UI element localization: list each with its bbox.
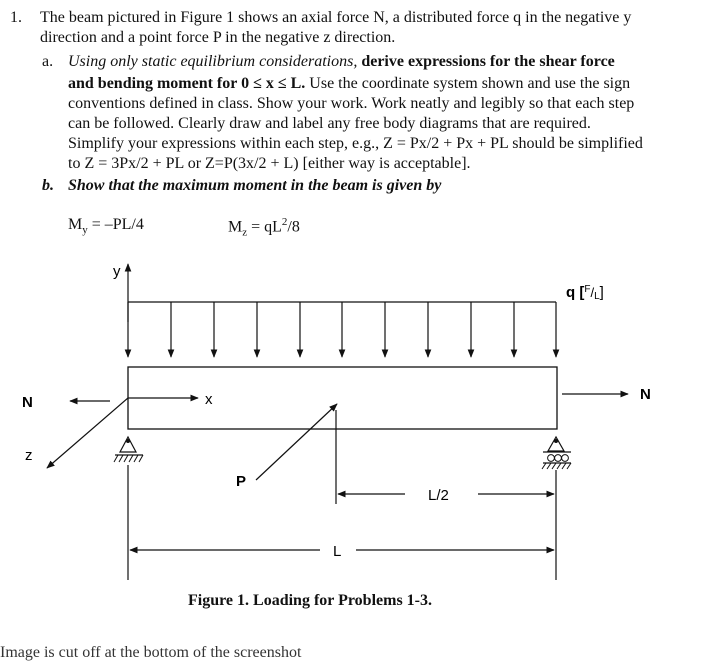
axial-force-left-label: N <box>22 394 33 411</box>
roller-support-right <box>542 437 571 469</box>
part-a-intro-bold: derive expressions for the shear force <box>357 53 615 70</box>
cutoff-text-line <box>0 636 719 661</box>
part-a-line-3: conventions defined in class. Show your work. Work neatly and legibly so that each step <box>68 95 635 112</box>
x-axis-label: x <box>205 391 213 408</box>
moment-mz-value: = qL <box>247 218 282 236</box>
cutoff-text: Image is cut off at the bottom of the screenshot <box>0 644 302 661</box>
moment-mz-sub: z <box>242 226 248 239</box>
problem-number: 1. <box>10 9 22 26</box>
dimension-full-label: L <box>333 543 342 560</box>
figure-caption: Figure 1. Loading for Problems 1-3. <box>188 592 432 609</box>
z-axis-arrow <box>47 398 128 468</box>
part-a-line-4: can be followed. Clearly draw and label any free body diagrams that are required. <box>68 115 591 132</box>
z-axis-label: z <box>25 447 33 464</box>
y-axis-label: y <box>113 263 121 280</box>
load-q-label: q [$^F$/L] <box>566 284 604 302</box>
problem-line-1: The beam pictured in Figure 1 shows an axial force N, a distributed force q in the negative y <box>40 9 632 26</box>
moment-mz-sup: 2 <box>281 216 288 228</box>
distributed-load-arrows <box>128 302 556 357</box>
dimension-half-label: L/2 <box>428 487 449 504</box>
part-a-intro-italic: Using only static equilibrium considerations, <box>68 53 358 70</box>
moment-my-label: M <box>68 216 83 233</box>
part-b-text: Show that the maximum moment in the beam is given by <box>68 177 442 194</box>
moment-mz-value-post: /8 <box>287 218 300 236</box>
problem-line-2: direction and a point force P in the negative z direction. <box>40 29 396 46</box>
axial-force-right-label: N <box>640 386 651 403</box>
part-a-line-6: to Z = 3Px/2 + PL or Z=P(3x/2 + L) [either way is acceptable]. <box>68 155 471 172</box>
part-a-range: and bending moment for 0 ≤ x ≤ L. <box>68 75 306 92</box>
part-a-marker: a. <box>42 53 54 70</box>
moment-mz-label: M <box>228 218 243 236</box>
part-a-line-2-rest: Use the coordinate system shown and use the sign <box>305 75 631 92</box>
point-force-p-label: P <box>236 473 247 490</box>
moment-my-sub: y <box>82 224 88 237</box>
part-a-line-5: Simplify your expressions within each step, e.g., Z = Px/2 + Px + PL should be simplified <box>68 135 643 152</box>
moment-my-value: = –PL/4 <box>87 216 144 233</box>
pin-support-left <box>114 437 143 462</box>
part-b-marker: b. <box>42 177 54 194</box>
